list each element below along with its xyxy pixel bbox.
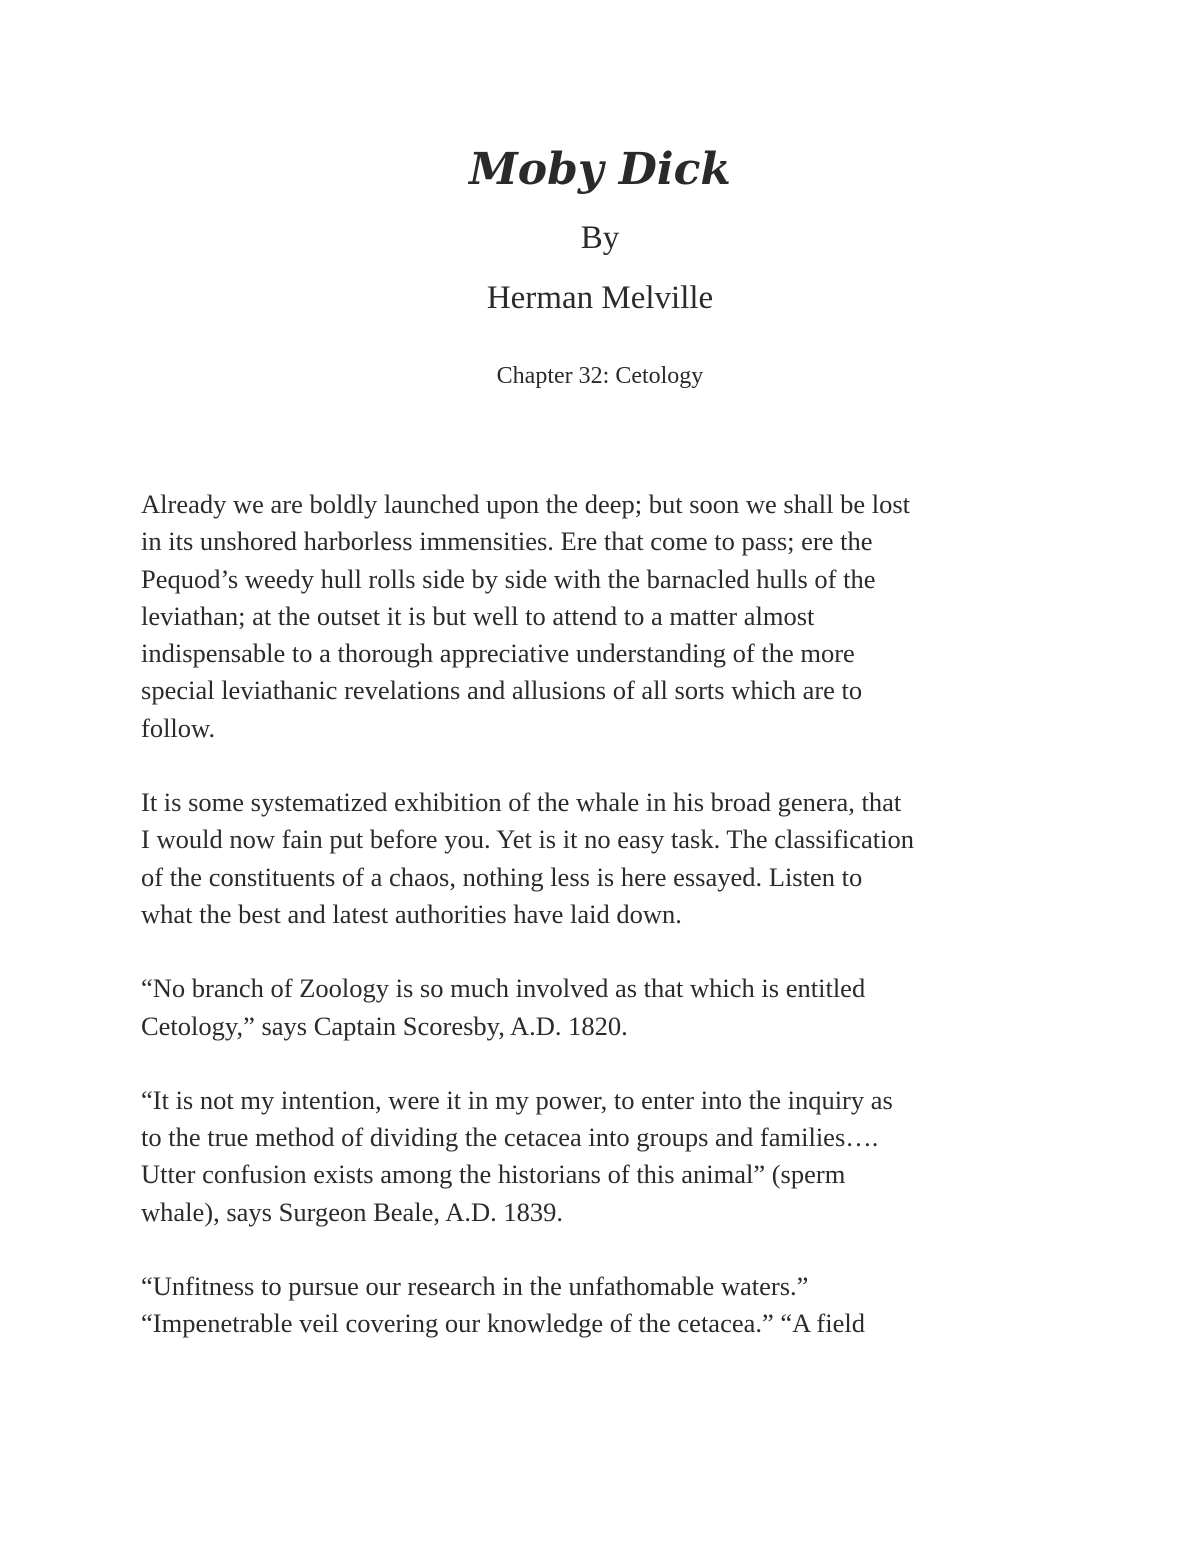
text-line: leviathan; at the outset it is but well to attend to a matter almost: [141, 600, 815, 631]
author-name: Herman Melville: [486, 280, 714, 316]
text-line: to the true method of dividing the cetacea into groups and families….: [141, 1122, 879, 1153]
text-line: Pequod’s weedy hull rolls side by side with the barnacled hulls of the: [141, 563, 876, 594]
text-line: “It is not my intention, were it in my power, to enter into the inquiry as: [141, 1084, 893, 1115]
text-line: whale), says Surgeon Beale, A.D. 1839.: [141, 1196, 563, 1227]
paragraph-4: [141, 1082, 1061, 1231]
text-line: “Unfitness to pursue our research in the unfathomable waters.”: [141, 1271, 809, 1302]
text-line: in its unshored harborless immensities. Ere that come to pass; ere the: [141, 526, 873, 557]
text-line: of the constituents of a chaos, nothing less is here essayed. Listen to: [141, 861, 863, 892]
chapter-body: [141, 486, 1061, 1380]
text-line: “Impenetrable veil covering our knowledge of the cetacea.” “A field: [141, 1308, 865, 1339]
text-line: I would now fain put before you. Yet is it no easy task. The classification: [141, 824, 915, 855]
byline-prefix: By: [580, 220, 620, 256]
chapter-heading: Chapter 32: Cetology: [496, 363, 704, 389]
paragraph-1: [141, 486, 1061, 747]
text-line: special leviathanic revelations and allusions of all sorts which are to: [141, 675, 863, 706]
paragraph-3: [141, 970, 1061, 1045]
text-line: indispensable to a thorough appreciative understanding of the more: [141, 638, 855, 669]
text-line: Cetology,” says Captain Scoresby, A.D. 1820.: [141, 1010, 628, 1041]
text-line: follow.: [141, 712, 216, 743]
text-line: what the best and latest authorities have laid down.: [141, 898, 682, 929]
text-line: Utter confusion exists among the historians of this animal” (sperm: [141, 1159, 846, 1190]
text-line: It is some systematized exhibition of the whale in his broad genera, that: [141, 787, 902, 818]
document-title: Moby Dick: [469, 144, 731, 195]
text-line: Already we are boldly launched upon the deep; but soon we shall be lost: [141, 489, 911, 519]
paragraph-2: [141, 784, 1061, 933]
paragraph-5: [141, 1268, 1061, 1343]
text-line: “No branch of Zoology is so much involved as that which is entitled: [141, 973, 866, 1004]
